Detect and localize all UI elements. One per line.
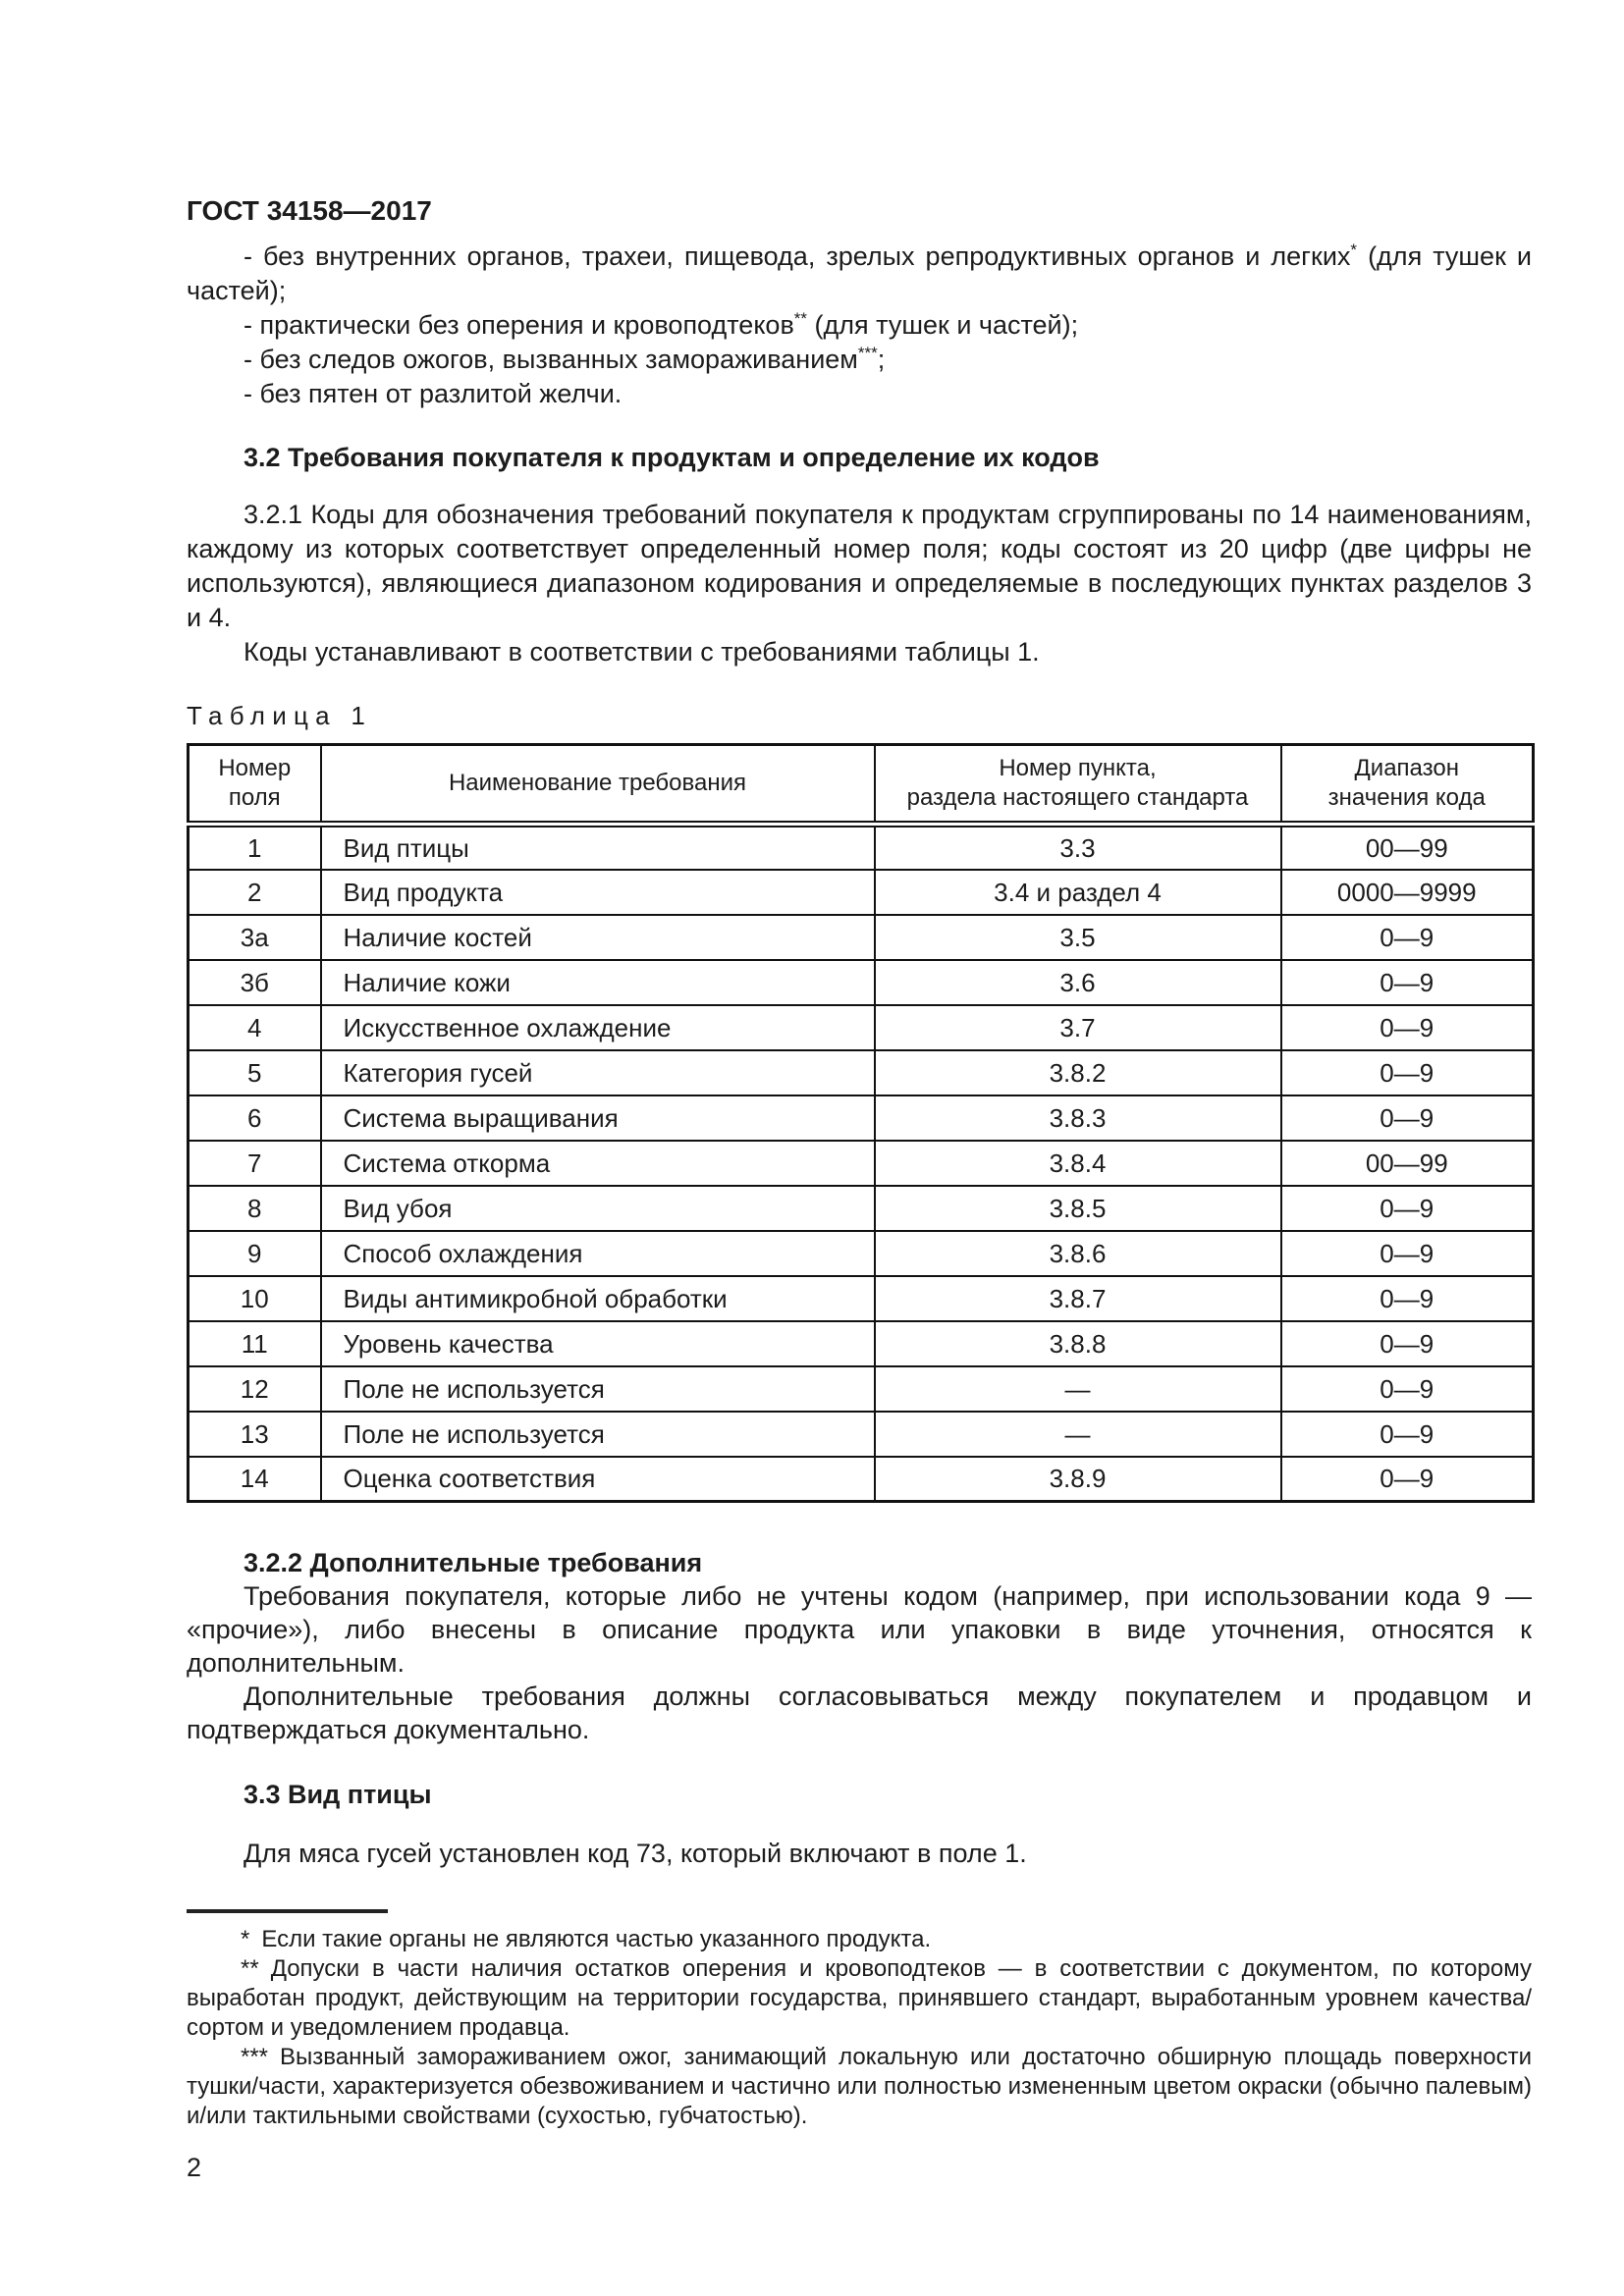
table-cell: 11 (189, 1321, 321, 1366)
table-cell: 3.8.2 (875, 1050, 1281, 1095)
footnote-item (187, 1954, 1532, 2043)
bullet-text: - без пятен от разлитой желчи. (244, 379, 623, 408)
table-cell: 0—9 (1281, 915, 1534, 960)
table-cell: Вид продукта (321, 870, 875, 915)
footnote-text: Допуски в части наличия остатков оперения и кровоподтеков — в соответствии с документом, по которому выработан продукт, действующим на территории государства, принявшего стандарт, выработанным уровнем качества/сортом и уведомлением продавца. (187, 1955, 1532, 2041)
table-row (189, 1141, 1534, 1186)
bullet-item (187, 308, 1532, 343)
bullet-item (187, 343, 1532, 377)
footnote-text: Вызванный замораживанием ожог, занимающий локальную или достаточно обширную площадь поверхности тушки/части, характеризуется обезвоживанием и частично или полностью измененным цветом окраски (обычно палевым) и/или тактильными свойствами (сухостью, губчатостью). (187, 2044, 1532, 2129)
document-header-title: ГОСТ 34158—2017 (187, 195, 432, 226)
table-row (189, 1366, 1534, 1412)
footnotes-block (187, 1925, 1532, 2131)
paragraph-3-3: Для мяса гусей установлен код 73, который включают в поле 1. (244, 1839, 1027, 1868)
table-cell: 3.4 и раздел 4 (875, 870, 1281, 915)
table-cell: 0—9 (1281, 1005, 1534, 1050)
table-cell: 3.6 (875, 960, 1281, 1005)
table-cell: Наличие костей (321, 915, 875, 960)
table-cell: 14 (189, 1457, 321, 1502)
table-row (189, 1276, 1534, 1321)
table-cell: 0—9 (1281, 1321, 1534, 1366)
table-cell: 3.8.7 (875, 1276, 1281, 1321)
table-cell: 13 (189, 1412, 321, 1457)
table-cell: 0—9 (1281, 1412, 1534, 1457)
table-label: Таблица 1 (187, 701, 373, 730)
column-header: Диапазон значения кода (1281, 745, 1534, 825)
table-cell: 3.8.8 (875, 1321, 1281, 1366)
table-cell: 5 (189, 1050, 321, 1095)
table-header (189, 745, 1534, 825)
footnote-reference: * (1350, 240, 1358, 259)
table-cell: 2 (189, 870, 321, 915)
table-cell: Способ охлаждения (321, 1231, 875, 1276)
table-cell: Наличие кожи (321, 960, 875, 1005)
table-row (189, 825, 1534, 870)
table-cell: 00—99 (1281, 1141, 1534, 1186)
lower-sections (187, 1546, 1532, 1870)
table-cell: 0—9 (1281, 1186, 1534, 1231)
table-cell: Система откорма (321, 1141, 875, 1186)
column-header: Номер пункта, раздела настоящего стандарта (875, 745, 1281, 825)
table-cell: 3а (189, 915, 321, 960)
table-cell: Поле не используется (321, 1412, 875, 1457)
table-cell: 0—9 (1281, 1095, 1534, 1141)
footnote-marker: * (241, 1926, 250, 1952)
table-cell: 00—99 (1281, 825, 1534, 870)
table-row (189, 1321, 1534, 1366)
table-cell: 12 (189, 1366, 321, 1412)
table-row (189, 1457, 1534, 1502)
table-cell: 3.8.6 (875, 1231, 1281, 1276)
table-cell: 3.7 (875, 1005, 1281, 1050)
table-cell: 0—9 (1281, 960, 1534, 1005)
table-cell: 9 (189, 1231, 321, 1276)
footnote-reference: *** (857, 344, 878, 362)
table-cell: Уровень качества (321, 1321, 875, 1366)
table-cell: 7 (189, 1141, 321, 1186)
table-cell: Вид убоя (321, 1186, 875, 1231)
bullet-text: - практически без оперения и кровоподтеков (244, 310, 794, 340)
table-row (189, 1005, 1534, 1050)
table-cell: — (875, 1412, 1281, 1457)
table-cell: Вид птицы (321, 825, 875, 870)
footnote-item (187, 2043, 1532, 2131)
table-cell: — (875, 1366, 1281, 1412)
bullet-item (187, 377, 1532, 411)
column-header: Номер поля (189, 745, 321, 825)
table-cell: Виды антимикробной обработки (321, 1276, 875, 1321)
table-cell: 0—9 (1281, 1050, 1534, 1095)
footnote-text: Если такие органы не являются частью указанного продукта. (261, 1926, 932, 1952)
table-cell: 3.8.3 (875, 1095, 1281, 1141)
section-heading-3-2-2: 3.2.2 Дополнительные требования (244, 1548, 703, 1577)
table-cell: Поле не используется (321, 1366, 875, 1412)
page-number: 2 (187, 2153, 202, 2182)
table-row (189, 1095, 1534, 1141)
table-cell: 6 (189, 1095, 321, 1141)
table-cell: 8 (189, 1186, 321, 1231)
bullet-item (187, 240, 1532, 308)
column-header: Наименование требования (321, 745, 875, 825)
table-cell: Оценка соответствия (321, 1457, 875, 1502)
section-heading-3-2: 3.2 Требования покупателя к продуктам и определение их кодов (244, 443, 1100, 472)
table-cell: 3.8.4 (875, 1141, 1281, 1186)
paragraph-3-2-1-note: Коды устанавливают в соответствии с требованиями таблицы 1. (244, 637, 1040, 667)
table-cell: Искусственное охлаждение (321, 1005, 875, 1050)
requirements-table (187, 743, 1535, 1503)
table-cell: Система выращивания (321, 1095, 875, 1141)
table-row (189, 870, 1534, 915)
table-cell: 10 (189, 1276, 321, 1321)
footnote-reference: ** (793, 309, 808, 328)
bullet-text-tail: (для тушек и частей); (187, 241, 1532, 305)
footnote-item (187, 1925, 1532, 1954)
paragraph-3-2-2-b: Дополнительные требования должны согласовываться между покупателем и продавцом и подтверждаться документально. (187, 1682, 1532, 1744)
table-cell: 0000—9999 (1281, 870, 1534, 915)
table-row (189, 1050, 1534, 1095)
table-cell: 3б (189, 960, 321, 1005)
table-body (189, 825, 1534, 1502)
table-cell: 4 (189, 1005, 321, 1050)
paragraph-3-2-2-a: Требования покупателя, которые либо не учтены кодом (например, при использовании кода 9 — «прочие»), либо внесены в описание продукта или упаковки в виде уточнения, относятся к дополнительным. (187, 1581, 1532, 1678)
table-row (189, 1186, 1534, 1231)
table-row (189, 915, 1534, 960)
table-cell: Категория гусей (321, 1050, 875, 1095)
bullet-text-tail: ; (877, 345, 886, 374)
table-row (189, 1412, 1534, 1457)
table-row (189, 1231, 1534, 1276)
table-cell: 0—9 (1281, 1231, 1534, 1276)
footnote-marker: *** (241, 2044, 269, 2070)
requirements-bullet-list (187, 240, 1532, 411)
table-header-row (189, 745, 1534, 825)
table-cell: 3.8.9 (875, 1457, 1281, 1502)
section-heading-3-3: 3.3 Вид птицы (244, 1780, 432, 1809)
paragraph-3-2-1: 3.2.1 Коды для обозначения требований покупателя к продуктам сгруппированы по 14 наименованиям, каждому из которых соответствует определенный номер поля; коды состоят из 20 цифр (две цифры не используются), являющиеся диапазоном кодирования и определяемые в последующих пунктах разделов 3 и 4. (187, 500, 1532, 632)
table-cell: 3.5 (875, 915, 1281, 960)
table-cell: 0—9 (1281, 1457, 1534, 1502)
table-row (189, 960, 1534, 1005)
table-cell: 3.3 (875, 825, 1281, 870)
bullet-text: - без внутренних органов, трахеи, пищевода, зрелых репродуктивных органов и легких (244, 241, 1351, 271)
table-cell: 0—9 (1281, 1366, 1534, 1412)
table-cell: 0—9 (1281, 1276, 1534, 1321)
table-cell: 3.8.5 (875, 1186, 1281, 1231)
table-cell: 1 (189, 825, 321, 870)
footnote-separator (187, 1909, 388, 1913)
bullet-text-tail: (для тушек и частей); (807, 310, 1079, 340)
footnote-marker: ** (241, 1955, 259, 1982)
bullet-text: - без следов ожогов, вызванных замораживанием (244, 345, 858, 374)
